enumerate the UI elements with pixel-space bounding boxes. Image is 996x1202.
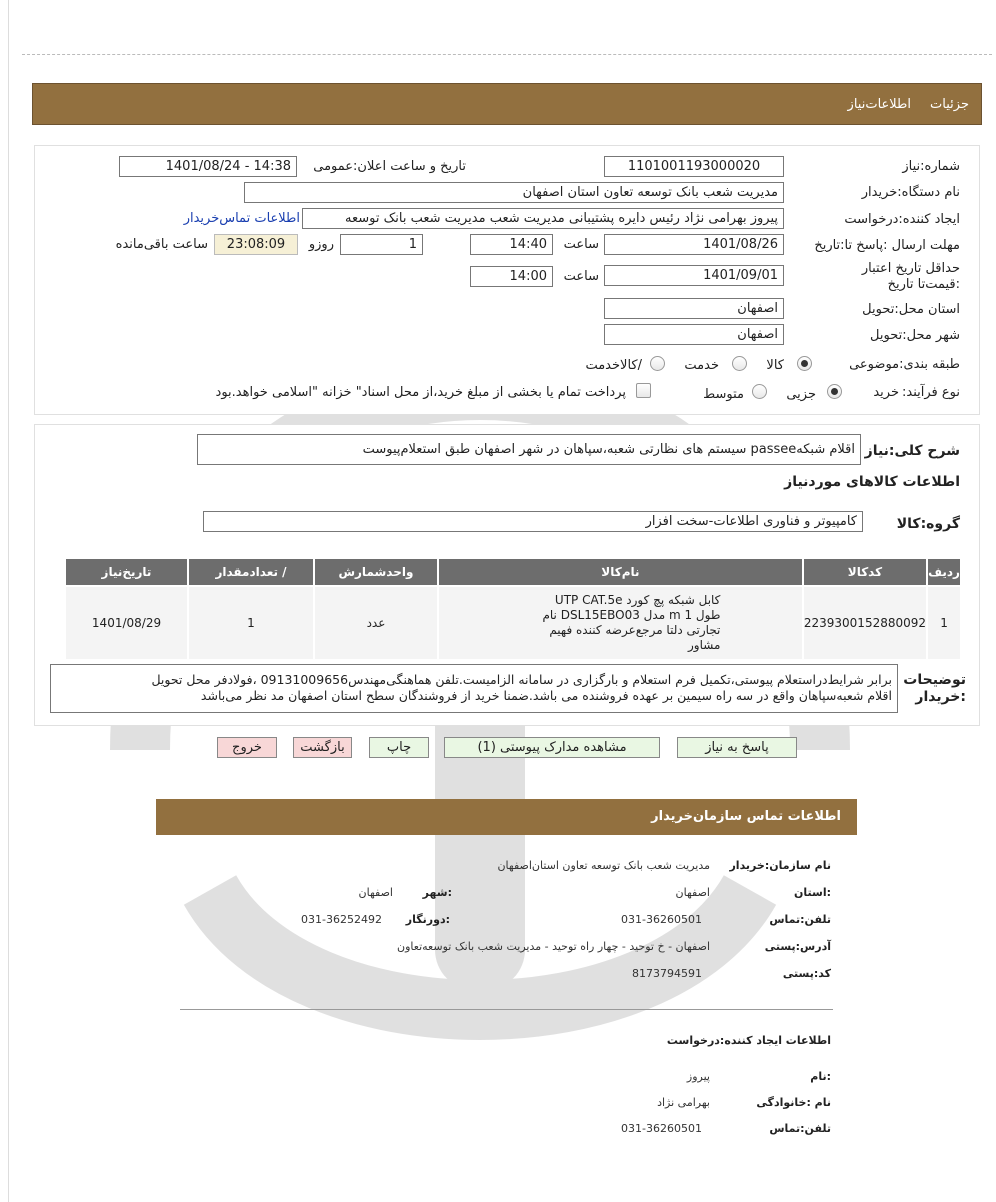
creator-name-label: :نام xyxy=(810,1070,831,1083)
buyer-notes-field xyxy=(50,664,898,713)
days-label: روزو xyxy=(308,237,334,252)
contact-fax-value: 031-36252492 xyxy=(301,913,382,926)
contact-province-label: :استان xyxy=(794,886,831,899)
page-header-bar xyxy=(32,83,982,125)
province-label: استان محل:تحویل xyxy=(862,302,960,317)
contact-divider xyxy=(180,1009,833,1010)
contact-phone-label: تلفن:تماس xyxy=(769,913,831,926)
description-field: اقلام شبکهpassee سیستم های نظارتی شعبه،سپاهان در شهر اصفهان طبق استعلام‌پیوست xyxy=(197,434,861,465)
col-code-header: کدکالا xyxy=(803,558,927,586)
buyer-contact-title: اطلاعات تماس سازمان‌خریدار xyxy=(651,809,841,824)
contact-city-label: :شهر xyxy=(422,886,452,899)
creator-family-value: بهرامی نژاد xyxy=(657,1096,710,1109)
cell-date: 1401/08/29 xyxy=(65,586,188,660)
process-buy-label: خرید xyxy=(873,385,899,400)
city-field: اصفهان xyxy=(604,324,784,345)
process-label: نوع فرآیند: xyxy=(902,385,960,400)
category-label: طبقه بندی:موضوعی xyxy=(849,357,960,372)
cell-name xyxy=(438,586,803,660)
buyer-org-label: نام دستگاه:خریدار xyxy=(861,185,960,200)
creator-phone-label: تلفن:تماس xyxy=(769,1122,831,1135)
buyer-notes-line: اقلام شعبه‌سپاهان واقع در سه راه سیمین بر عهده فروشنده می باشد.ضمنا خرید از فروشندگان سطح استان اصفهان مد نظر می‌باشد xyxy=(200,688,892,703)
contact-address-label: آدرس:پستی xyxy=(764,940,831,953)
cell-unit: عدد xyxy=(314,586,438,660)
col-name-header: نام‌کالا xyxy=(438,558,803,586)
process-minor-label: جزیی xyxy=(786,387,816,402)
validity-label: حداقل تاریخ اعتبار :قیمت‌تا تاریخ xyxy=(861,261,960,292)
goods-table-header xyxy=(65,558,961,586)
treasury-payment-checkbox[interactable] xyxy=(636,383,651,398)
cell-row: 1 xyxy=(927,586,961,660)
buyer-org-field: مدیریت شعب بانک توسعه تعاون استان اصفهان xyxy=(244,182,784,203)
process-medium-radio[interactable] xyxy=(752,384,767,399)
city-label: شهر محل:تحویل xyxy=(870,328,960,343)
exit-button[interactable]: خروج xyxy=(217,737,277,758)
buyer-notes-label-line2: :خریدار xyxy=(915,689,966,705)
description-label: شرح کلی:نیاز xyxy=(864,443,960,459)
print-button[interactable]: چاپ xyxy=(369,737,429,758)
treasury-payment-label: پرداخت تمام یا بخشی از مبلغ خرید،از محل اسناد" خزانه "اسلامی خواهد.بود xyxy=(215,385,626,400)
province-field: اصفهان xyxy=(604,298,784,319)
deadline-label: مهلت ارسال :پاسخ تا:تاریخ xyxy=(814,238,960,253)
need-number-field: 1101001193000020 xyxy=(604,156,784,177)
table-row xyxy=(65,586,961,660)
announce-label: تاریخ و ساعت اعلان:عمومی xyxy=(313,159,466,174)
col-unit-header: واحدشمارش xyxy=(314,558,438,586)
contact-org-label: نام سازمان:خریدار xyxy=(729,859,831,872)
deadline-time-label: ساعت xyxy=(563,237,599,252)
cell-code: 2239300152880092 xyxy=(803,586,927,660)
page-left-border xyxy=(8,0,9,1202)
goods-group-field: کامپیوتر و فناوری اطلاعات-سخت افزار xyxy=(203,511,863,532)
creator-field: پیروز بهرامی نژاد رئیس دایره پشتیبانی مدیریت شعب مدیریت شعب بانک توسعه xyxy=(302,208,784,229)
cell-name-line: کابل شبکه پچ کورد UTP CAT.5e xyxy=(554,593,721,607)
reply-button[interactable]: پاسخ به نیاز xyxy=(677,737,797,758)
buyer-notes-line: برابر شرایط‌دراستعلام پیوستی،تکمیل فرم استعلام و بارگزاری در سامانه الزامیست.تلفن هماهنگی‌مهندس09131009656 ،فولادفر محل تحویل xyxy=(151,672,892,687)
validity-date-field: 1401/09/01 xyxy=(604,265,784,286)
goods-table xyxy=(64,557,962,661)
remaining-label: ساعت باقی‌مانده xyxy=(115,237,208,252)
need-number-label: شماره:نیاز xyxy=(902,159,960,174)
category-goods-label: کالا xyxy=(766,358,784,373)
col-row-header: ردیف xyxy=(927,558,961,586)
tab-need-info[interactable]: اطلاعات‌نیاز xyxy=(847,97,911,112)
contact-address-value: اصفهان - خ توحید - چهار راه توحید - مدیریت شعب بانک توسعه‌تعاون xyxy=(397,940,710,953)
deadline-date-field: 1401/08/26 xyxy=(604,234,784,255)
view-attachments-button[interactable]: مشاهده مدارک پیوستی (1) xyxy=(444,737,660,758)
contact-city-value: اصفهان xyxy=(358,886,393,899)
contact-postal-label: کد:پستی xyxy=(782,967,831,980)
validity-time-label: ساعت xyxy=(563,269,599,284)
category-service-radio[interactable] xyxy=(732,356,747,371)
buyer-notes-label-line1: توضیحات xyxy=(903,672,966,688)
cell-qty: 1 xyxy=(188,586,314,660)
goods-info-title: اطلاعات کالاهای موردنیاز xyxy=(784,474,960,490)
creator-label: ایجاد کننده:درخواست xyxy=(844,212,960,227)
days-field: 1 xyxy=(340,234,423,255)
creator-info-title: اطلاعات ایجاد کننده:درخواست xyxy=(666,1034,831,1047)
category-both-label: /کالاخدمت xyxy=(585,358,642,373)
creator-family-label: نام :خانوادگی xyxy=(756,1096,831,1109)
deadline-time-field: 14:40 xyxy=(470,234,553,255)
cell-name-line: تجارتی دلتا مرجع‌عرضه کننده فهیم xyxy=(549,623,721,637)
col-qty-header: / تعدادمقدار xyxy=(188,558,314,586)
col-date-header: تاریخ‌نیاز xyxy=(65,558,188,586)
buyer-notes-label xyxy=(903,672,966,706)
buyer-contact-header xyxy=(156,799,857,835)
contact-org-value: مدیریت شعب بانک توسعه تعاون استان‌اصفهان xyxy=(497,859,710,872)
announce-field: 1401/08/24 - 14:38 xyxy=(119,156,297,177)
contact-province-value: اصفهان xyxy=(675,886,710,899)
category-both-radio[interactable] xyxy=(650,356,665,371)
process-minor-radio[interactable] xyxy=(827,384,842,399)
contact-phone-value: 031-36260501 xyxy=(621,913,702,926)
contact-fax-label: :دورنگار xyxy=(405,913,450,926)
top-divider xyxy=(22,54,992,55)
back-button[interactable]: بازگشت xyxy=(293,737,352,758)
creator-name-value: پیروز xyxy=(686,1070,710,1083)
category-goods-radio[interactable] xyxy=(797,356,812,371)
buyer-contact-link[interactable]: اطلاعات تماس‌خریدار xyxy=(183,211,300,226)
goods-group-label: گروه:کالا xyxy=(896,516,960,532)
cell-name-line: طول 1 m مدل DSL15EBO03 نام xyxy=(542,608,721,622)
tab-details[interactable]: جزئیات xyxy=(930,97,969,112)
validity-time-field: 14:00 xyxy=(470,266,553,287)
remaining-time-field: 23:08:09 xyxy=(214,234,298,255)
category-service-label: خدمت xyxy=(684,358,719,373)
process-medium-label: متوسط xyxy=(703,387,744,402)
creator-phone-value: 031-36260501 xyxy=(621,1122,702,1135)
contact-postal-value: 8173794591 xyxy=(632,967,702,980)
cell-name-line: مشاور xyxy=(688,638,721,652)
